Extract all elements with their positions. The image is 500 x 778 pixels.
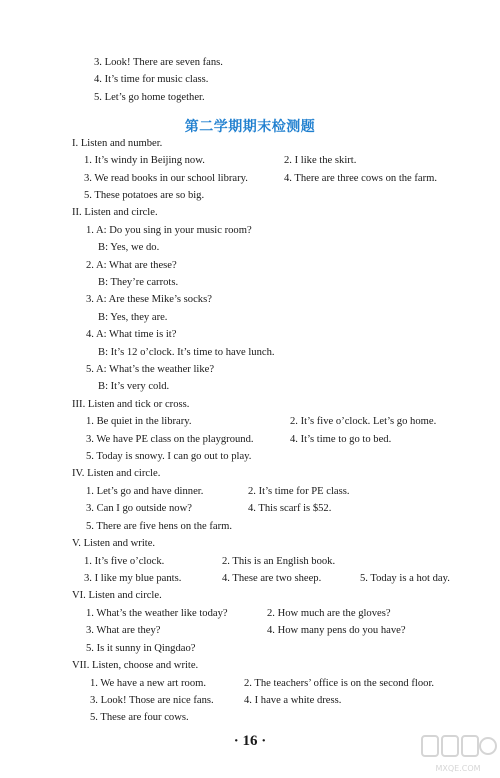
list-item: B: It’s very cold. xyxy=(98,381,170,392)
list-item: 3. Look! Those are nice fans. xyxy=(90,695,214,706)
list-item: 4. It’s time for music class. xyxy=(94,74,209,85)
list-item: 1. It’s five o’clock. xyxy=(84,556,165,567)
list-item: 2. It’s time for PE class. xyxy=(248,486,350,497)
list-item: 4. These are two sheep. xyxy=(222,573,322,584)
list-item: 5. These are four cows. xyxy=(90,712,189,723)
list-item: 1. Be quiet in the library. xyxy=(86,416,192,427)
list-item: B: Yes, they are. xyxy=(98,312,168,323)
list-item: 4. A: What time is it? xyxy=(86,329,177,340)
list-item: 2. A: What are these? xyxy=(86,260,177,271)
list-item: 3. What are they? xyxy=(86,625,161,636)
list-item: 2. How much are the gloves? xyxy=(267,608,391,619)
page-title: 第二学期期末检测题 xyxy=(184,119,316,135)
list-item: 4. How many pens do you have? xyxy=(267,625,406,636)
section-heading: I. Listen and number. xyxy=(72,138,163,149)
list-item: 1. We have a new art room. xyxy=(90,678,207,689)
list-item: 5. There are five hens on the farm. xyxy=(86,521,232,532)
section-heading: VII. Listen, choose and write. xyxy=(72,660,199,671)
list-item: B: They’re carrots. xyxy=(98,277,179,288)
list-item: 5. Let’s go home together. xyxy=(94,92,205,103)
list-item: 4. I have a white dress. xyxy=(244,695,342,706)
list-item: 4. There are three cows on the farm. xyxy=(284,173,438,184)
list-item: 4. This scarf is $52. xyxy=(248,503,332,514)
list-item: 3. A: Are these Mike’s socks? xyxy=(86,294,212,305)
list-item: B: It’s 12 o’clock. It’s time to have lunch. xyxy=(98,347,275,358)
section-heading: VI. Listen and circle. xyxy=(72,590,162,601)
watermark xyxy=(418,732,498,774)
list-item: 3. Look! There are seven fans. xyxy=(94,57,223,68)
page-number: · 16 · xyxy=(233,733,267,749)
list-item: 5. A: What’s the weather like? xyxy=(86,364,215,375)
section-heading: II. Listen and circle. xyxy=(72,207,158,218)
list-item: 3. We read books in our school library. xyxy=(84,173,248,184)
list-item: 1. A: Do you sing in your music room? xyxy=(86,225,252,236)
list-item: 5. Today is snowy. I can go out to play. xyxy=(86,451,252,462)
list-item: 5. These potatoes are so big. xyxy=(84,190,205,201)
list-item: 2. The teachers’ office is on the second floor. xyxy=(244,678,435,689)
list-item: 3. We have PE class on the playground. xyxy=(86,434,254,445)
watermark-logo-icon xyxy=(418,732,498,762)
list-item: 1. What’s the weather like today? xyxy=(86,608,228,619)
list-item: 4. It’s time to go to bed. xyxy=(290,434,392,445)
list-item: 2. It’s five o’clock. Let’s go home. xyxy=(290,416,437,427)
list-item: B: Yes, we do. xyxy=(98,242,160,253)
list-item: 5. Today is a hot day. xyxy=(360,573,450,584)
list-item: 2. I like the skirt. xyxy=(284,155,357,166)
section-heading: III. Listen and tick or cross. xyxy=(72,399,190,410)
list-item: 1. It’s windy in Beijing now. xyxy=(84,155,205,166)
watermark-text: MXQE.COM xyxy=(435,764,481,773)
list-item: 3. Can I go outside now? xyxy=(86,503,192,514)
list-item: 1. Let’s go and have dinner. xyxy=(86,486,204,497)
section-heading: V. Listen and write. xyxy=(72,538,156,549)
list-item: 2. This is an English book. xyxy=(222,556,336,567)
list-item: 3. I like my blue pants. xyxy=(84,573,182,584)
section-heading: IV. Listen and circle. xyxy=(72,468,161,479)
list-item: 5. Is it sunny in Qingdao? xyxy=(86,643,196,654)
